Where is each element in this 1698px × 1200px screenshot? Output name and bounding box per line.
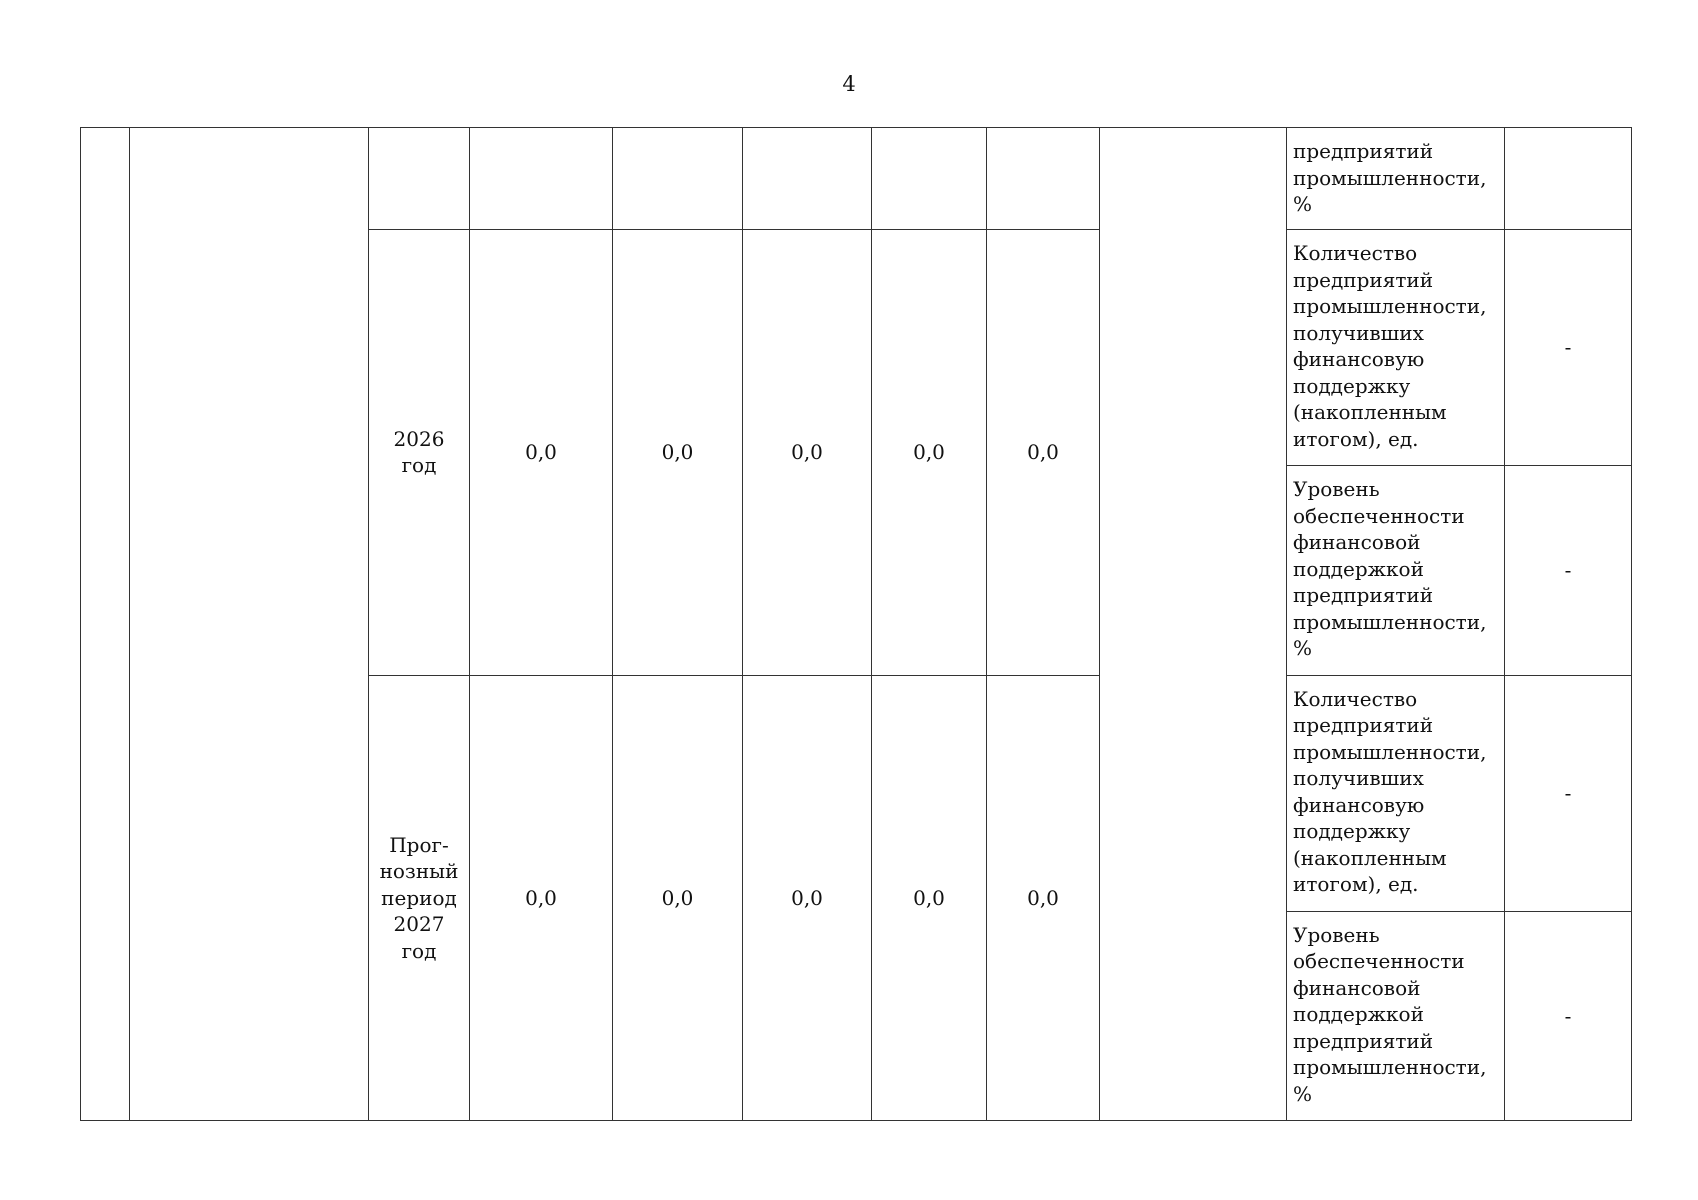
indicator-value-cell <box>1505 128 1632 230</box>
value-cell: 0,0 <box>470 675 613 1120</box>
indicator-name-cell <box>1287 911 1505 1120</box>
indicator-name-cell <box>1287 230 1505 466</box>
indicator-value: - <box>1505 466 1632 675</box>
table-row-continuation <box>81 128 1632 230</box>
value-cell: 0,0 <box>872 675 987 1120</box>
indicator-value: - <box>1505 230 1632 466</box>
value-cell <box>987 128 1100 230</box>
period-label: Прог-нозный период 2027 год <box>369 675 470 1120</box>
value-cell <box>872 128 987 230</box>
indicator-value: - <box>1505 675 1632 911</box>
value-cell: 0,0 <box>987 230 1100 675</box>
number-cell <box>81 128 130 230</box>
value-cell: 0,0 <box>987 675 1100 1120</box>
indicator-name: Количество предприятий промышленности, получивших финансовую поддержку (накопленным итогом), ед. <box>1293 686 1487 897</box>
indicator-name-cell <box>1287 675 1505 911</box>
value-cell <box>613 128 743 230</box>
indicator-name: Уровень обеспеченности финансовой поддержкой предприятий промышленности, % <box>1293 477 1487 661</box>
period-label: 2026 год <box>369 230 470 675</box>
indicator-value: - <box>1505 911 1632 1120</box>
program-funding-table <box>80 127 1632 1121</box>
page-number: 4 <box>842 72 856 96</box>
indicator-name-cell <box>1287 128 1505 230</box>
value-cell: 0,0 <box>872 230 987 675</box>
activity-name-cell <box>130 128 369 1121</box>
value-cell <box>470 128 613 230</box>
value-cell: 0,0 <box>743 675 872 1120</box>
indicator-name: Уровень обеспеченности финансовой поддержкой предприятий промышленности, % <box>1293 922 1487 1106</box>
indicator-name-cell <box>1287 466 1505 675</box>
value-cell <box>743 128 872 230</box>
value-cell: 0,0 <box>613 675 743 1120</box>
indicator-name: предприятий промышленности, % <box>1293 139 1487 216</box>
indicator-name: Количество предприятий промышленности, получивших финансовую поддержку (накопленным итогом), ед. <box>1293 241 1487 451</box>
responsible-cell <box>1100 128 1287 1121</box>
value-cell: 0,0 <box>470 230 613 675</box>
value-cell: 0,0 <box>743 230 872 675</box>
value-cell: 0,0 <box>613 230 743 675</box>
period-cell <box>369 128 470 230</box>
number-cell <box>81 230 130 1121</box>
